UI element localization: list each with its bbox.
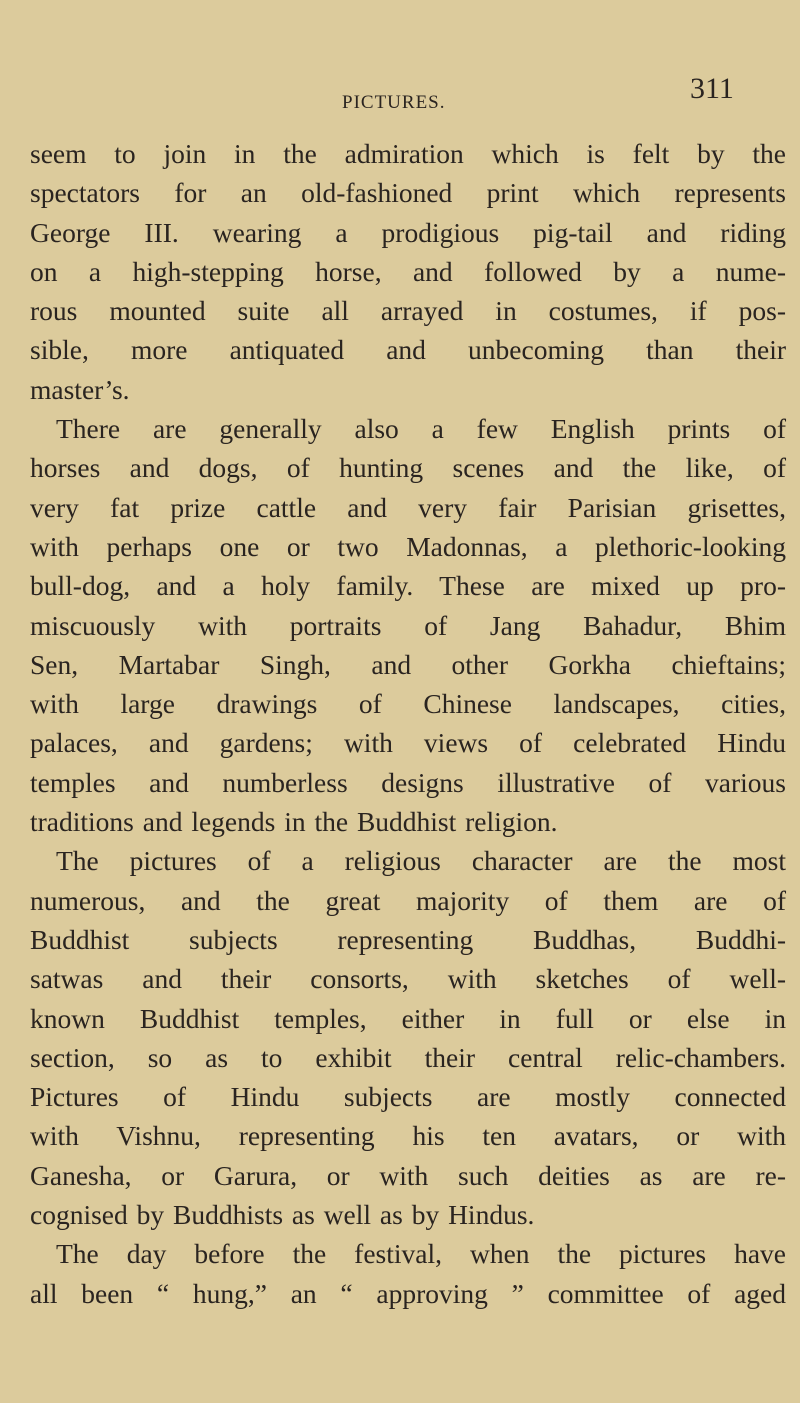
text-line: cognised by Buddhists as well as by Hindus. [30, 1199, 535, 1231]
text-line: Sen, Martabar Singh, and other Gorkha chieftains; [30, 648, 786, 680]
text-line: spectators for an old-fashioned print which represents [30, 177, 786, 209]
text-line: Pictures of Hindu subjects are mostly connected [30, 1081, 786, 1113]
text-line: Buddhist subjects representing Buddhas, Buddhi- [30, 923, 786, 955]
text-line: satwas and their consorts, with sketches of well- [30, 963, 786, 995]
text-line: rous mounted suite all arrayed in costumes, if pos- [30, 295, 786, 327]
text-line: master’s. [30, 373, 130, 405]
text-line: temples and numberless designs illustrative of various [30, 766, 786, 798]
text-line: palaces, and gardens; with views of celebrated Hindu [30, 727, 786, 759]
text-line: section, so as to exhibit their central relic-chambers. [30, 1041, 786, 1073]
text-line: with Vishnu, representing his ten avatars, or with [30, 1120, 786, 1152]
text-line: There are generally also a few English prints of [56, 413, 786, 445]
text-line: with large drawings of Chinese landscapes, cities, [30, 688, 786, 720]
text-line: Ganesha, or Garura, or with such deities as are re- [30, 1159, 786, 1191]
text-line: The day before the festival, when the pictures have [56, 1238, 786, 1270]
text-line: traditions and legends in the Buddhist religion. [30, 806, 558, 838]
text-line: numerous, and the great majority of them are of [30, 884, 786, 916]
text-line: bull-dog, and a holy family. These are mixed up pro- [30, 570, 786, 602]
text-line: seem to join in the admiration which is felt by the [30, 138, 786, 169]
text-line: with perhaps one or two Madonnas, a plethoric-looking [30, 530, 786, 562]
text-line: very fat prize cattle and very fair Parisian grisettes, [30, 491, 786, 523]
text-line: sible, more antiquated and unbecoming than their [30, 334, 786, 366]
text-line: George III. wearing a prodigious pig-tail and riding [30, 216, 786, 248]
text-line: miscuously with portraits of Jang Bahadur, Bhim [30, 609, 786, 641]
running-title: PICTURES. [342, 92, 446, 113]
body-text [30, 134, 786, 1313]
page-number: 311 [690, 72, 734, 105]
text-line: on a high-stepping horse, and followed by a nume- [30, 255, 786, 287]
text-line: all been “ hung,” an “ approving ” committee of aged [30, 1277, 786, 1309]
text-line: known Buddhist temples, either in full or else in [30, 1002, 786, 1034]
text-line: The pictures of a religious character are the most [56, 845, 786, 877]
text-line: horses and dogs, of hunting scenes and the like, of [30, 452, 786, 484]
